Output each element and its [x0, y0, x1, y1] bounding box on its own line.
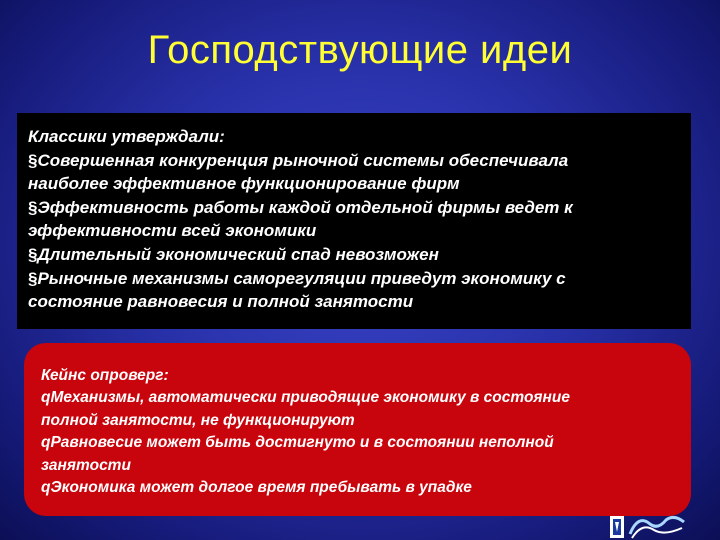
keynes-item-1-line-1: qМеханизмы, автоматически приводящие экономику в состояние [41, 389, 570, 407]
classics-item-1-line-1: §Совершенная конкуренция рыночной системы обеспечивала [28, 150, 569, 170]
classics-box [17, 113, 691, 329]
keynes-item-1-line-2: полной занятости, не функционируют [41, 411, 355, 429]
bullet-icon: q [41, 479, 51, 497]
classics-item-2-line-2: эффективности всей экономики [28, 221, 317, 241]
bullet-icon: § [28, 150, 38, 170]
keynes-item-2-line-1: qРавновесие может быть достигнуто и в состоянии неполной [41, 434, 554, 452]
bullet-icon: q [41, 389, 51, 407]
keynes-heading: Кейнс опроверг: [41, 367, 169, 384]
classics-item-4-line-2: состояние равновесия и полной занятости [28, 292, 414, 312]
slide-title: Господствующие идеи [147, 28, 573, 72]
keynes-item-3-line-1: qЭкономика может долгое время пребывать в упадке [41, 479, 472, 497]
classics-item-1-line-2: наиболее эффективное функционирование фирм [28, 174, 460, 194]
classics-heading: Классики утверждали: [28, 127, 225, 146]
bullet-icon: § [28, 268, 38, 288]
keynes-box [24, 343, 691, 516]
classics-item-4-line-1: §Рыночные механизмы саморегуляции приведут экономику с [28, 268, 566, 288]
bullet-icon: § [28, 244, 38, 264]
bullet-icon: § [28, 197, 38, 217]
bullet-icon: q [41, 434, 51, 452]
classics-item-2-line-1: §Эффективность работы каждой отдельной фирмы ведет к [28, 197, 573, 217]
keynes-item-2-line-2: занятости [41, 456, 131, 474]
publisher-logo-icon [608, 510, 688, 540]
classics-item-3-line-1: §Длительный экономический спад невозможен [28, 244, 439, 264]
